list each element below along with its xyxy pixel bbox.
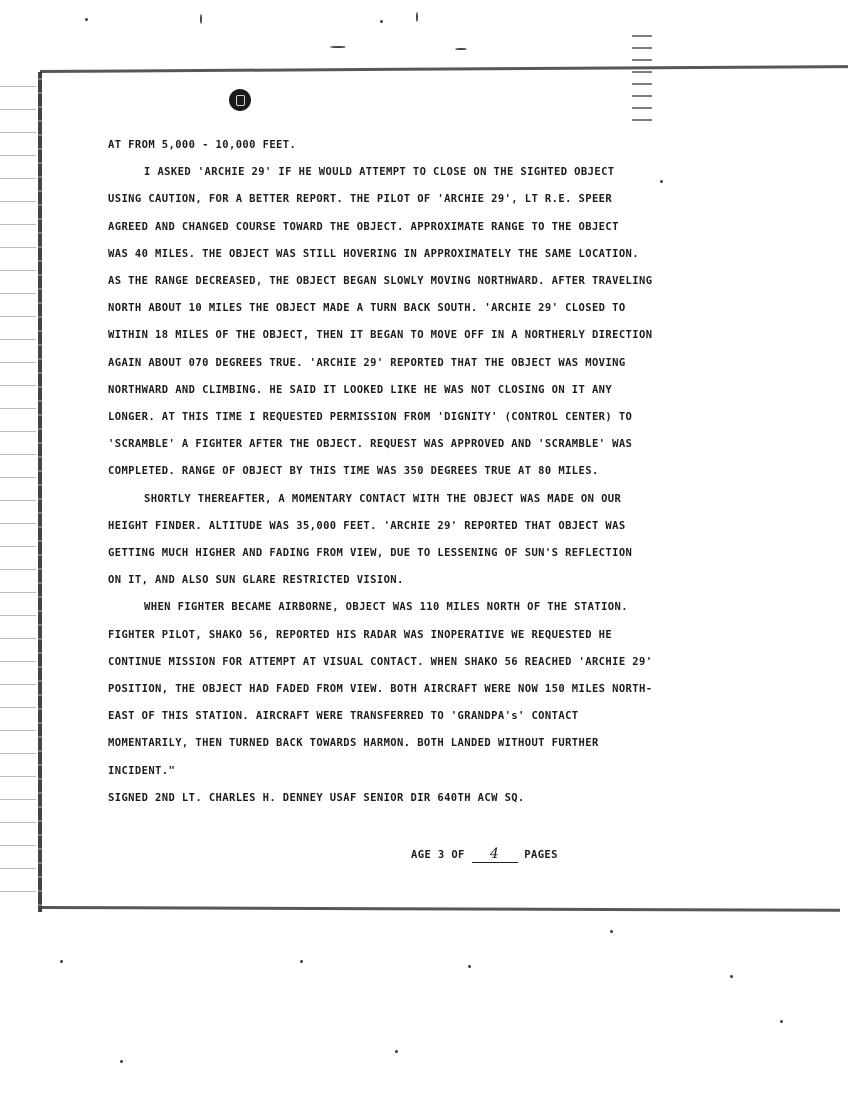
scan-speck xyxy=(468,965,471,968)
report-body xyxy=(108,132,653,812)
page-count-suffix: PAGES xyxy=(524,849,558,861)
signature-line: SIGNED 2ND LT. CHARLES H. DENNEY USAF SENIOR DIR 640TH ACW SQ. xyxy=(108,791,525,804)
scan-speck xyxy=(60,960,63,963)
report-line: WHEN FIGHTER BECAME AIRBORNE, OBJECT WAS 110 MILES NORTH OF THE STATION. xyxy=(144,601,628,614)
scan-speck xyxy=(200,14,202,24)
report-line: EAST OF THIS STATION. AIRCRAFT WERE TRANSFERRED TO 'GRANDPA's' CONTACT xyxy=(108,710,579,723)
scan-speck xyxy=(380,20,383,23)
page-stamp-icon xyxy=(229,89,251,111)
scan-speck xyxy=(416,12,418,22)
scan-edge-noise-left xyxy=(0,75,36,905)
scan-speck xyxy=(455,48,467,50)
report-line: FIGHTER PILOT, SHAKO 56, REPORTED HIS RADAR WAS INOPERATIVE WE REQUESTED HE xyxy=(108,628,613,641)
scan-speck xyxy=(660,180,663,183)
page-count-prefix: AGE 3 OF xyxy=(411,849,465,861)
scan-speck xyxy=(300,960,303,963)
report-line: AT FROM 5,000 - 10,000 FEET. xyxy=(108,139,297,151)
report-line: USING CAUTION, FOR A BETTER REPORT. THE PILOT OF 'ARCHIE 29', LT R.E. SPEER xyxy=(108,193,613,206)
report-line: CONTINUE MISSION FOR ATTEMPT AT VISUAL CONTACT. WHEN SHAKO 56 REACHED 'ARCHIE 29' xyxy=(108,655,653,668)
report-line: NORTHWARD AND CLIMBING. HE SAID IT LOOKED LIKE HE WAS NOT CLOSING ON IT ANY xyxy=(108,383,613,396)
scan-speck xyxy=(120,1060,123,1063)
page-count-total: 4 xyxy=(472,846,518,863)
report-line: 'SCRAMBLE' A FIGHTER AFTER THE OBJECT. REQUEST WAS APPROVED AND 'SCRAMBLE' WAS xyxy=(108,438,633,451)
scan-edge-noise-right xyxy=(632,30,652,130)
page-count-footer xyxy=(411,846,558,863)
report-line: HEIGHT FINDER. ALTITUDE WAS 35,000 FEET. 'ARCHIE 29' REPORTED THAT OBJECT WAS xyxy=(108,519,626,532)
report-line: AS THE RANGE DECREASED, THE OBJECT BEGAN SLOWLY MOVING NORTHWARD. AFTER TRAVELING xyxy=(108,275,653,288)
scan-speck xyxy=(395,1050,398,1053)
report-line: AGAIN ABOUT 070 DEGREES TRUE. 'ARCHIE 29' REPORTED THAT THE OBJECT WAS MOVING xyxy=(108,356,626,369)
page-border-left xyxy=(38,72,42,912)
report-line: I ASKED 'ARCHIE 29' IF HE WOULD ATTEMPT TO CLOSE ON THE SIGHTED OBJECT xyxy=(144,166,615,179)
page-border-top xyxy=(40,65,848,73)
report-line: INCIDENT." xyxy=(108,764,176,777)
report-line: WAS 40 MILES. THE OBJECT WAS STILL HOVERING IN APPROXIMATELY THE SAME LOCATION. xyxy=(108,247,640,260)
scan-speck xyxy=(330,46,346,48)
scan-speck xyxy=(780,1020,783,1023)
scan-speck xyxy=(730,975,733,978)
report-line: POSITION, THE OBJECT HAD FADED FROM VIEW. BOTH AIRCRAFT WERE NOW 150 MILES NORTH- xyxy=(108,683,653,696)
report-line: WITHIN 18 MILES OF THE OBJECT, THEN IT BEGAN TO MOVE OFF IN A NORTHERLY DIRECTION xyxy=(108,329,653,342)
report-line: GETTING MUCH HIGHER AND FADING FROM VIEW, DUE TO LESSENING OF SUN'S REFLECTION xyxy=(108,547,633,560)
report-line: ON IT, AND ALSO SUN GLARE RESTRICTED VISION. xyxy=(108,574,404,587)
report-line: COMPLETED. RANGE OF OBJECT BY THIS TIME WAS 350 DEGREES TRUE AT 80 MILES. xyxy=(108,465,599,478)
report-line: LONGER. AT THIS TIME I REQUESTED PERMISSION FROM 'DIGNITY' (CONTROL CENTER) TO xyxy=(108,411,633,424)
report-line: AGREED AND CHANGED COURSE TOWARD THE OBJECT. APPROXIMATE RANGE TO THE OBJECT xyxy=(108,220,619,233)
report-line: MOMENTARILY, THEN TURNED BACK TOWARDS HARMON. BOTH LANDED WITHOUT FURTHER xyxy=(108,737,599,750)
report-line: SHORTLY THEREAFTER, A MOMENTARY CONTACT WITH THE OBJECT WAS MADE ON OUR xyxy=(144,492,622,505)
scan-speck xyxy=(85,18,88,21)
report-line: NORTH ABOUT 10 MILES THE OBJECT MADE A TURN BACK SOUTH. 'ARCHIE 29' CLOSED TO xyxy=(108,302,626,315)
scan-speck xyxy=(610,930,613,933)
page-border-bottom xyxy=(40,906,840,912)
